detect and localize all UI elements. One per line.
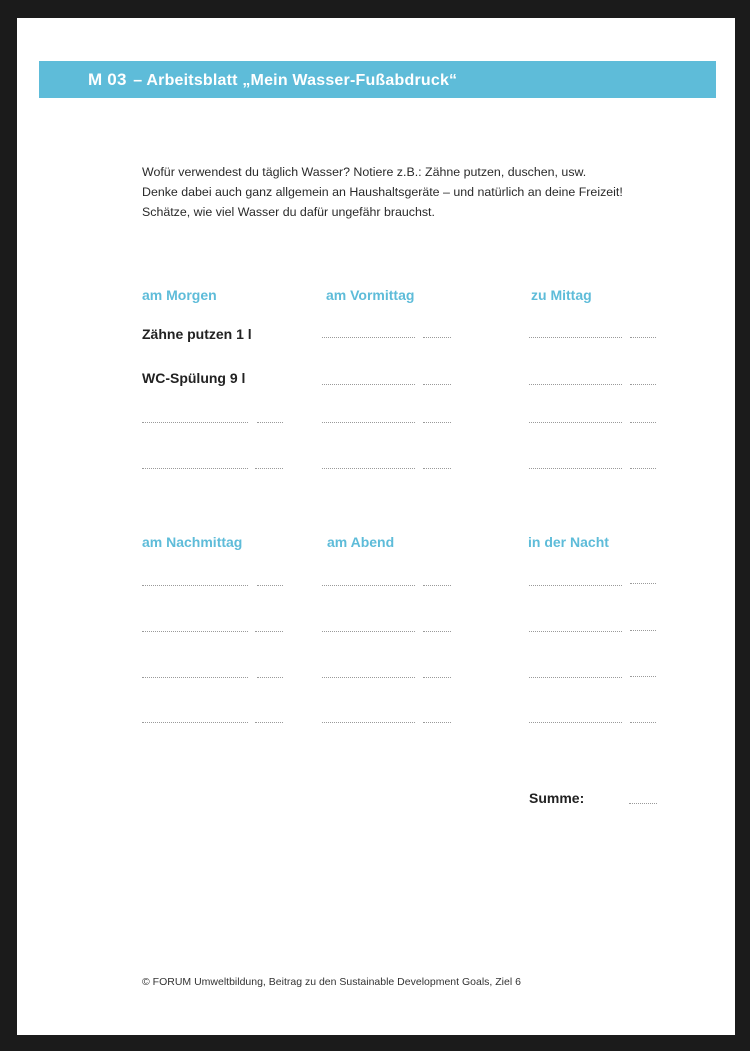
fill-line-activity[interactable] <box>322 337 415 338</box>
fill-line-activity[interactable] <box>142 585 248 586</box>
heading-am-vormittag: am Vormittag <box>326 287 415 303</box>
fill-line-amount[interactable] <box>257 585 283 586</box>
instruction-line: Denke dabei auch ganz allgemein an Haushaltsgeräte – und natürlich an deine Freizeit! <box>142 185 623 199</box>
title-banner <box>39 61 716 98</box>
fill-line-amount[interactable] <box>630 384 656 385</box>
fill-line-activity[interactable] <box>529 468 622 469</box>
heading-in-der-nacht: in der Nacht <box>528 534 609 550</box>
fill-line-activity[interactable] <box>142 422 248 423</box>
fill-line-amount[interactable] <box>255 722 283 723</box>
fill-line-activity[interactable] <box>142 722 248 723</box>
fill-line-amount[interactable] <box>255 468 283 469</box>
heading-am-morgen: am Morgen <box>142 287 217 303</box>
fill-line-amount[interactable] <box>630 722 656 723</box>
worksheet-title: – Arbeitsblatt „Mein Wasser-Fußabdruck“ <box>133 71 458 89</box>
fill-line-amount[interactable] <box>255 631 283 632</box>
fill-line-activity[interactable] <box>322 585 415 586</box>
fill-line-activity[interactable] <box>529 722 622 723</box>
summary-fill-line[interactable] <box>629 803 657 804</box>
fill-line-amount[interactable] <box>423 585 451 586</box>
fill-line-amount[interactable] <box>630 583 656 584</box>
fill-line-activity[interactable] <box>322 631 415 632</box>
worksheet-code: M 03 <box>88 69 127 89</box>
fill-line-activity[interactable] <box>529 337 622 338</box>
worksheet-page <box>17 18 735 1035</box>
fill-line-amount[interactable] <box>630 676 656 677</box>
page-title <box>88 70 457 90</box>
fill-line-amount[interactable] <box>423 722 451 723</box>
fill-line-activity[interactable] <box>322 422 415 423</box>
heading-am-nachmittag: am Nachmittag <box>142 534 243 550</box>
summary-label: Summe: <box>529 790 585 806</box>
heading-am-abend: am Abend <box>327 534 395 550</box>
fill-line-amount[interactable] <box>423 677 451 678</box>
fill-line-amount[interactable] <box>257 422 283 423</box>
fill-line-amount[interactable] <box>423 384 451 385</box>
fill-line-amount[interactable] <box>423 468 451 469</box>
fill-line-activity[interactable] <box>529 677 622 678</box>
fill-line-activity[interactable] <box>142 631 248 632</box>
fill-line-amount[interactable] <box>630 630 656 631</box>
fill-line-activity[interactable] <box>529 384 622 385</box>
fill-line-amount[interactable] <box>423 422 451 423</box>
fill-line-activity[interactable] <box>529 422 622 423</box>
fill-line-amount[interactable] <box>257 677 283 678</box>
heading-zu-mittag: zu Mittag <box>531 287 592 303</box>
fill-line-amount[interactable] <box>630 468 656 469</box>
fill-line-amount[interactable] <box>630 337 656 338</box>
footer-credit: © FORUM Umweltbildung, Beitrag zu den Sustainable Development Goals, Ziel 6 <box>142 976 521 988</box>
instruction-line: Wofür verwendest du täglich Wasser? Notiere z.B.: Zähne putzen, duschen, usw. <box>142 165 587 179</box>
example-entry-wc-spuelung: WC-Spülung 9 l <box>142 370 246 386</box>
fill-line-amount[interactable] <box>423 631 451 632</box>
fill-line-activity[interactable] <box>142 468 248 469</box>
instructions <box>142 162 702 222</box>
fill-line-amount[interactable] <box>423 337 451 338</box>
fill-line-activity[interactable] <box>322 722 415 723</box>
instruction-line: Schätze, wie viel Wasser du dafür ungefähr brauchst. <box>142 205 435 219</box>
fill-line-activity[interactable] <box>142 677 248 678</box>
fill-line-activity[interactable] <box>322 384 415 385</box>
fill-line-activity[interactable] <box>529 631 622 632</box>
fill-line-activity[interactable] <box>322 677 415 678</box>
fill-line-activity[interactable] <box>322 468 415 469</box>
fill-line-activity[interactable] <box>529 585 622 586</box>
example-entry-zaehne-putzen: Zähne putzen 1 l <box>142 326 252 342</box>
fill-line-amount[interactable] <box>630 422 656 423</box>
